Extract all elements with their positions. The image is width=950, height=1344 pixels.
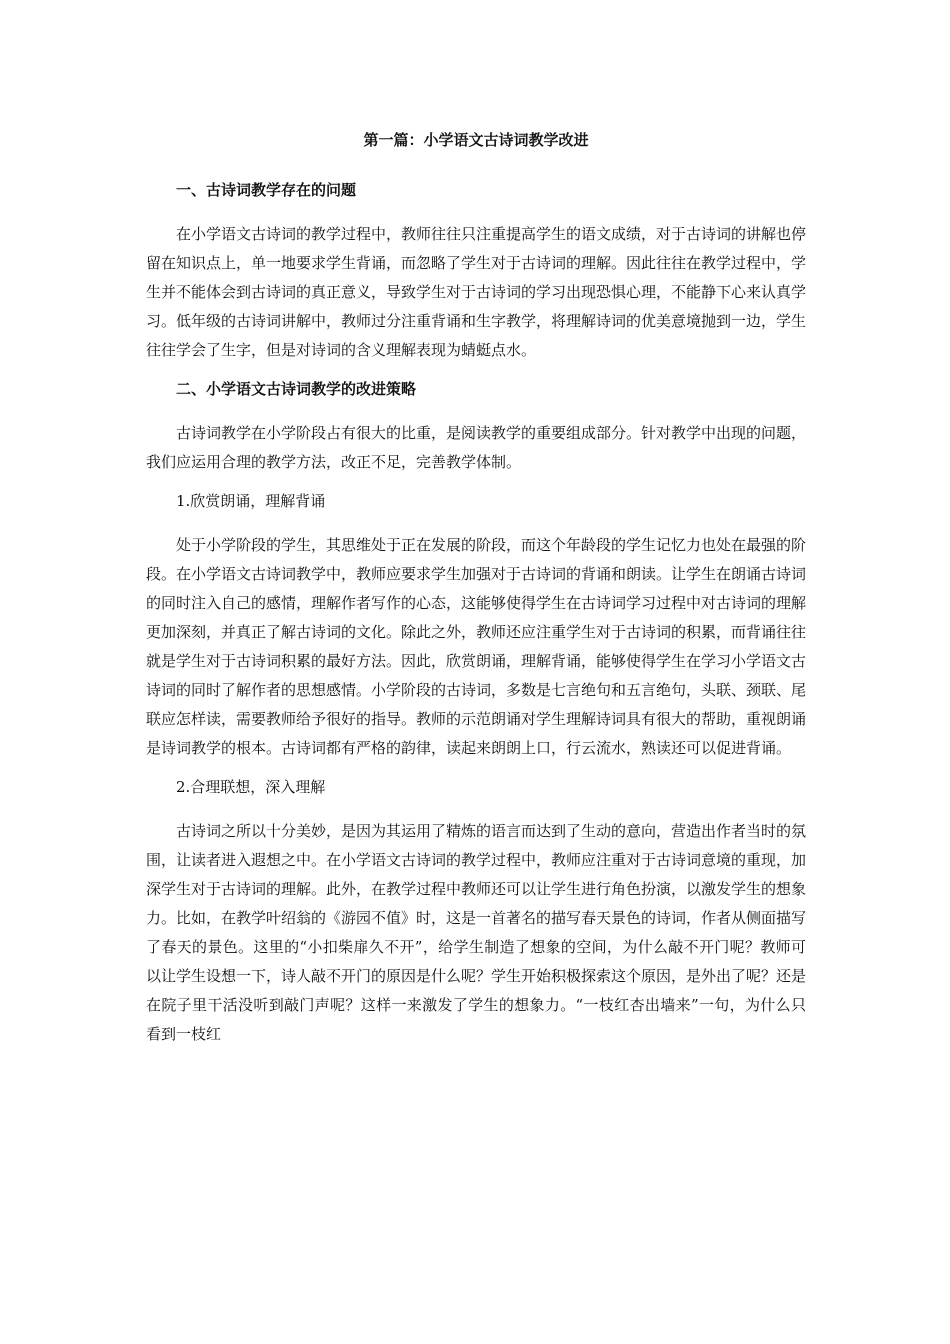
document-page: [146, 128, 806, 1061]
section-paragraph-problems: 在小学语文古诗词的教学过程中，教师往往只注重提高学生的语文成绩，对于古诗词的讲解也停留在知识点上，单一地要求学生背诵，而忽略了学生对于古诗词的理解。因此往往在教学过程中，学生并不能体会到古诗词的真正意义，导致学生对于古诗词的学习出现恐惧心理，不能静下心来认真学习。低年级的古诗词讲解中，教师过分注重背诵和生字教学，将理解诗词的优美意境抛到一边，学生往往学会了生字，但是对诗词的含义理解表现为蜻蜓点水。: [146, 225, 807, 359]
subsection-paragraph-recitation: 处于小学阶段的学生，其思维处于正在发展的阶段，而这个年龄段的学生记忆力也处在最强的阶段。在小学语文古诗词教学中，教师应要求学生加强对于古诗词的背诵和朗读。让学生在朗诵古诗词的同时注入自己的感情，理解作者写作的心态，这能够使得学生在古诗词学习过程中对古诗词的理解更加深刻，并真正了解古诗词的文化。除此之外，教师还应注重学生对于古诗词的积累，而背诵往往就是学生对于古诗词积累的最好方法。因此，欣赏朗诵，理解背诵，能够使得学生在学习小学语文古诗词的同时了解作者的思想感情。小学阶段的古诗词，多数是七言绝句和五言绝句，头联、颈联、尾联应怎样读，需要教师给予很好的指导。教师的示范朗诵对学生理解诗词具有很大的帮助，重视朗诵是诗词教学的根本。古诗词都有严格的韵律，读起来朗朗上口，行云流水，熟读还可以促进背诵。: [146, 536, 807, 757]
section-paragraph-strategies: 古诗词教学在小学阶段占有很大的比重，是阅读教学的重要组成部分。针对教学中出现的问题，我们应运用合理的教学方法，改正不足，完善教学体制。: [146, 424, 807, 471]
subsection-paragraph-imagination: 古诗词之所以十分美妙，是因为其运用了精炼的语言而达到了生动的意向，营造出作者当时的氛围，让读者进入遐想之中。在小学语文古诗词的教学过程中，教师应注重对于古诗词意境的重现，加深学生对于古诗词的理解。此外，在教学过程中教师还可以让学生进行角色扮演，以激发学生的想象力。比如，在教学叶绍翁的《游园不值》时，这是一首著名的描写春天景色的诗词，作者从侧面描写了春天的景色。这里的“小扣柴扉久不开”，给学生制造了想象的空间，为什么敲不开门呢？教师可以让学生设想一下，诗人敲不开门的原因是什么呢？学生开始积极探索这个原因，是外出了呢？还是在院子里干活没听到敲门声呢？这样一来激发了学生的想象力。“一枝红杏出墙来”一句，为什么只看到一枝红: [146, 822, 807, 1043]
subsection-heading-imagination: 2.合理联想，深入理解: [176, 778, 326, 796]
document-title: 第一篇：小学语文古诗词教学改进: [363, 131, 589, 149]
subsection-heading-recitation: 1.欣赏朗诵，理解背诵: [176, 492, 326, 510]
section-heading-problems: 一、古诗词教学存在的问题: [176, 181, 357, 199]
section-heading-strategies: 二、小学语文古诗词教学的改进策略: [176, 380, 417, 398]
